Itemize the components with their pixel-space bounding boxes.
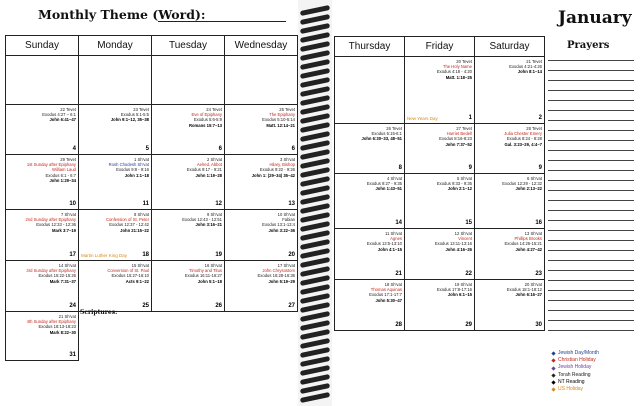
day-header-saturday: Saturday: [475, 37, 545, 57]
day-cell-content: [8, 314, 76, 358]
day-cell-content: [8, 263, 76, 309]
day-header-wednesday: Wednesday: [225, 36, 298, 56]
day-entry-line: 28 Tevet: [526, 126, 542, 131]
day-entry-line: Acts 9:1–22: [125, 278, 149, 284]
date-number: 18: [142, 252, 149, 258]
day-entry-line: John 6:41–47: [49, 117, 76, 123]
legend-label: Jewish Holiday: [558, 364, 592, 371]
day-entry-line: John 1:19–28: [195, 172, 222, 178]
day-cell-content: [407, 282, 472, 328]
day-cell[interactable]: [152, 56, 225, 105]
color-legend: [552, 350, 599, 393]
day-cell-content: [81, 212, 149, 258]
day-entry-line: John 21:15–22: [120, 227, 149, 233]
day-entry-line: William Laud: [52, 167, 76, 173]
day-cell[interactable]: [475, 57, 545, 124]
day-entry-line: Conversion of St. Paul: [107, 268, 149, 274]
day-entry-line: 12 Sh'vat: [454, 231, 472, 236]
day-entry-line: Mark 7:31–37: [49, 278, 76, 284]
day-entry-line: Exodus 15:22-15:26: [38, 273, 76, 279]
date-number: 9: [538, 165, 542, 171]
day-entry-line: Exodus 15:27-16:10: [111, 273, 149, 279]
day-entry-line: 3 Sh'vat: [280, 157, 295, 162]
date-number: 12: [215, 201, 222, 207]
day-entry-line: Exodus 5:15-6:1: [371, 131, 402, 137]
day-entry-line: John 2:1–12: [447, 186, 472, 192]
day-entry-line: 2 Sh'vat: [207, 157, 222, 162]
week-row: [6, 105, 298, 155]
date-number: 14: [395, 220, 402, 226]
prayer-line[interactable]: [548, 120, 634, 121]
legend-item: [552, 372, 599, 379]
day-cell-content: [227, 212, 295, 258]
day-cell[interactable]: [335, 174, 405, 229]
date-number: 28: [395, 322, 402, 328]
day-cell-content: [227, 157, 295, 207]
day-cell-content: [477, 126, 542, 171]
day-cell-content: [407, 231, 472, 277]
prayer-line[interactable]: [548, 330, 634, 331]
day-entry-line: 20 Tevet: [456, 59, 472, 64]
prayer-line[interactable]: [548, 240, 634, 241]
date-number: 5: [145, 146, 149, 152]
day-entry-line: Exodus 5:10-5:14: [262, 117, 295, 123]
day-entry-line: 15 Sh'vat: [131, 263, 149, 268]
scriptures-label: Scriptures:: [80, 309, 118, 316]
day-cell-content: [154, 212, 222, 258]
day-entry-line: John 3:16–21: [195, 222, 222, 228]
day-entry-line: Exodus 12:33 - 12:36: [36, 222, 76, 228]
day-entry-line: Exodus 9:27 - 9:35: [366, 181, 402, 187]
diamond-icon: [551, 380, 555, 384]
week-row: [335, 280, 545, 331]
date-number: 20: [288, 252, 295, 258]
date-number: 21: [395, 271, 402, 277]
day-entry-line: Exodus 6:1 - 6:7: [45, 172, 76, 178]
day-cell-content: [8, 58, 76, 102]
date-number: 4: [72, 146, 76, 152]
week-row: [6, 155, 298, 210]
us-holiday-label: New Years Day: [407, 116, 438, 121]
day-entry-line: Harriet Bedell: [446, 131, 472, 137]
prayer-line[interactable]: [548, 110, 634, 111]
prayer-line[interactable]: [548, 100, 634, 101]
day-entry-line: Thomas Aquinas: [370, 287, 402, 293]
date-number: 27: [288, 303, 295, 309]
prayer-line[interactable]: [548, 230, 634, 231]
day-cell-content: [227, 58, 295, 102]
week-row: [6, 312, 298, 361]
left-calendar-grid: [5, 35, 298, 361]
day-cell[interactable]: [405, 229, 475, 280]
day-cell-content: [8, 107, 76, 152]
legend-item: [552, 379, 599, 386]
day-cell-content: [154, 157, 222, 207]
day-entry-line: 4th Sunday after Epiphany: [26, 319, 76, 325]
day-cell-content: [337, 282, 402, 328]
theme-write-line[interactable]: [158, 21, 286, 22]
date-number: 16: [535, 220, 542, 226]
day-entry-line: Exodus 8:24 - 8:28: [506, 136, 542, 142]
date-number: 19: [215, 252, 222, 258]
day-entry-line: Gal. 3:23–29, 4:4–7: [504, 141, 542, 147]
day-cell[interactable]: [79, 155, 152, 210]
day-cell[interactable]: [152, 261, 225, 312]
day-cell-content: [477, 59, 542, 121]
day-cell[interactable]: [335, 124, 405, 174]
day-entry-line: The Epiphany: [269, 112, 295, 118]
date-number: 8: [398, 165, 402, 171]
day-entry-line: Julia Chester Emery: [504, 131, 542, 137]
day-cell-content: [154, 107, 222, 152]
day-entry-line: Exodus 9:17 - 9:21: [186, 167, 222, 173]
day-entry-line: 21 Sh'vat: [58, 314, 76, 319]
day-entry-line: 7 Sh'vat: [61, 212, 76, 217]
date-number: 29: [465, 322, 472, 328]
diamond-icon: [551, 373, 555, 377]
month-title: January: [558, 8, 632, 28]
day-cell[interactable]: [6, 56, 79, 105]
week-row: [6, 210, 298, 261]
week-row: [335, 57, 545, 124]
prayer-line[interactable]: [548, 170, 634, 171]
day-cell[interactable]: [335, 280, 405, 331]
day-entry-line: John 9:1–12, 35–38: [110, 117, 149, 123]
day-entry-line: Exodus 18:13-18:23: [38, 324, 76, 330]
date-number: 15: [465, 220, 472, 226]
day-entry-line: Timothy and Titus: [189, 268, 222, 274]
day-entry-line: John 1: (29–34) 35–42: [251, 172, 295, 178]
legend-item: [552, 386, 599, 393]
day-entry-line: Exodus 13:5-13:10: [366, 241, 402, 247]
day-cell[interactable]: [6, 312, 79, 361]
day-entry-line: Exodus 9:8 - 9:16: [116, 167, 149, 173]
day-cell[interactable]: [405, 174, 475, 229]
legend-item: [552, 357, 599, 364]
date-number: 22: [465, 271, 472, 277]
day-entry-line: Fabian: [282, 217, 295, 223]
day-entry-line: 22 Tevet: [60, 107, 76, 112]
day-entry-line: Exodus 4:21-4:26: [509, 64, 542, 70]
day-cell-content: [81, 263, 149, 309]
prayer-line[interactable]: [548, 150, 634, 151]
day-entry-line: 19 Sh'vat: [454, 282, 472, 287]
day-cell[interactable]: [475, 174, 545, 229]
date-number: 6: [291, 146, 295, 152]
date-number: 31: [69, 352, 76, 358]
day-entry-line: 24 Tevet: [206, 107, 222, 112]
day-cell[interactable]: [225, 105, 298, 155]
day-cell[interactable]: [475, 280, 545, 331]
prayers-label: Prayers: [567, 40, 610, 51]
day-cell[interactable]: [6, 155, 79, 210]
day-entry-line: 23 Tevet: [133, 107, 149, 112]
date-number: 10: [69, 201, 76, 207]
legend-label: Jewish Day/Month: [558, 350, 599, 356]
legend-label: NT Reading: [558, 378, 585, 385]
day-entry-line: Mark 8:22–30: [49, 329, 76, 335]
day-entry-line: 18 Sh'vat: [384, 282, 402, 287]
day-entry-line: John 7:37–52: [445, 141, 472, 147]
day-header-monday: Monday: [79, 36, 152, 56]
day-entry-line: Aelred, Abbot: [196, 162, 222, 168]
prayer-line[interactable]: [548, 60, 634, 61]
day-entry-line: Confession of St. Peter: [105, 217, 149, 223]
day-cell[interactable]: [225, 261, 298, 312]
day-entry-line: John 1:1–18: [124, 172, 149, 178]
day-entry-line: Exodus 4:18 - 4:20: [436, 69, 472, 75]
day-entry-line: 26 Tevet: [386, 126, 402, 131]
legend-label: US Holiday: [558, 386, 584, 393]
date-number: 1: [468, 115, 472, 121]
us-holiday-label: Martin Luther King Day: [81, 253, 128, 258]
day-entry-line: John 1:43–51: [375, 186, 402, 192]
week-row: [6, 261, 298, 312]
day-entry-line: John 8:1–14: [517, 69, 542, 75]
legend-item: [552, 350, 599, 357]
day-entry-line: Exodus 5:1-5:5: [120, 112, 149, 118]
prayer-line[interactable]: [548, 290, 634, 291]
day-cell-content: [337, 59, 402, 121]
day-entry-line: John 1:29–34: [49, 177, 76, 183]
day-cell[interactable]: [405, 280, 475, 331]
day-cell-content: [81, 58, 149, 102]
day-cell[interactable]: [335, 229, 405, 280]
day-header-thursday: Thursday: [335, 37, 405, 57]
monthly-theme-label: Monthly Theme (Word):: [38, 7, 206, 22]
day-entry-line: John 3:22–36: [268, 227, 295, 233]
day-entry-line: 2nd Sunday after Epiphany: [25, 217, 76, 223]
prayer-line[interactable]: [548, 200, 634, 201]
diamond-icon: [551, 387, 555, 391]
day-cell[interactable]: [225, 210, 298, 261]
day-entry-line: Exodus 13:11-13:16: [434, 241, 472, 247]
day-entry-line: 21 Tevet: [526, 59, 542, 64]
date-number: 6: [218, 146, 222, 152]
day-entry-line: 27 Tevet: [456, 126, 472, 131]
day-cell[interactable]: [79, 105, 152, 155]
week-row: [335, 174, 545, 229]
spiral-binding: [300, 8, 330, 403]
scriptures-area[interactable]: [79, 312, 298, 361]
legend-label: Christian Holiday: [558, 357, 596, 364]
day-entry-line: Exodus 18:1-18:12: [506, 287, 542, 293]
day-entry-line: 9 Sh'vat: [207, 212, 222, 217]
day-cell[interactable]: [152, 155, 225, 210]
day-cell-content: [81, 157, 149, 207]
day-entry-line: Mark 3:7–19: [52, 227, 76, 233]
day-entry-line: Exodus 17:1-17:7: [369, 292, 402, 298]
day-header-friday: Friday: [405, 37, 475, 57]
day-entry-line: John 6:1–15: [447, 292, 472, 298]
day-entry-line: Exodus 14:26-15:21: [504, 241, 542, 247]
day-entry-line: Exodus 12:43 - 12:51: [182, 217, 222, 223]
day-cell[interactable]: [79, 210, 152, 261]
prayer-line[interactable]: [548, 90, 634, 91]
day-entry-line: John 4:27–42: [515, 246, 542, 252]
prayer-line[interactable]: [548, 180, 634, 181]
day-cell-content: [407, 59, 472, 121]
day-entry-line: The Holy Name: [442, 64, 472, 70]
prayer-line[interactable]: [548, 210, 634, 211]
day-entry-line: 17 Sh'vat: [277, 263, 295, 268]
day-cell[interactable]: [335, 57, 405, 124]
day-entry-line: Matt. 1:18–25: [445, 74, 472, 80]
day-cell-content: [477, 231, 542, 277]
legend-label: Torah Reading: [558, 371, 591, 378]
day-entry-line: 11 Sh'vat: [384, 231, 402, 236]
day-cell-content: [154, 58, 222, 102]
prayer-line[interactable]: [548, 310, 634, 311]
prayer-line[interactable]: [548, 280, 634, 281]
day-entry-line: Exodus 4:27 – 6:1: [42, 112, 76, 118]
date-number: 25: [142, 303, 149, 309]
day-cell-content: [477, 176, 542, 226]
day-entry-line: 6 Sh'vat: [527, 176, 542, 181]
prayer-line[interactable]: [548, 130, 634, 131]
day-entry-line: John 6:30–33, 48–51: [361, 136, 402, 142]
day-cell-content: [227, 107, 295, 152]
day-entry-line: Exodus 12:37 - 12:42: [109, 222, 149, 228]
day-header-tuesday: Tuesday: [152, 36, 225, 56]
day-cell[interactable]: [152, 105, 225, 155]
day-entry-line: 3rd Sunday after Epiphany: [26, 268, 76, 274]
day-entry-line: Agnes: [390, 236, 402, 242]
day-entry-line: 8 Sh'vat: [134, 212, 149, 217]
date-number: 2: [538, 115, 542, 121]
day-entry-line: 5 Sh'vat: [457, 176, 472, 181]
day-cell-content: [407, 126, 472, 171]
week-row: [335, 124, 545, 174]
date-number: 13: [288, 201, 295, 207]
day-entry-line: 29 Tevet: [60, 157, 76, 162]
day-entry-line: Exodus 16:11-16:27: [184, 273, 222, 279]
day-entry-line: Hilary, Bishop: [269, 162, 295, 168]
day-cell-content: [8, 212, 76, 258]
day-cell-content: [337, 126, 402, 171]
day-cell[interactable]: [6, 261, 79, 312]
diamond-icon: [551, 351, 555, 355]
day-entry-line: John 5:30–47: [375, 297, 402, 303]
day-cell-content: [337, 231, 402, 277]
day-entry-line: Exodus 12:29 - 12:32: [502, 181, 542, 187]
week-row: [335, 229, 545, 280]
right-calendar-grid: [334, 36, 545, 331]
day-entry-line: Exodus 13:1-13:4: [262, 222, 295, 228]
day-cell-content: [407, 176, 472, 226]
day-entry-line: Exodus 8:16-8:23: [439, 136, 472, 142]
day-cell-content: [81, 107, 149, 152]
day-entry-line: 13 Sh'vat: [524, 231, 542, 236]
day-entry-line: Exodus 16:28-16:36: [257, 273, 295, 279]
day-entry-line: Exodus 17:8-17:16: [436, 287, 472, 293]
day-entry-line: John 4:1–15: [377, 246, 402, 252]
day-entry-line: Matt. 12:14–21: [266, 122, 295, 128]
day-cell-content: [8, 157, 76, 207]
day-entry-line: Exodus 9:22 - 9:26: [259, 167, 295, 173]
prayer-line[interactable]: [548, 160, 634, 161]
day-entry-line: Eve of Epiphany: [191, 112, 222, 118]
date-number: 17: [69, 252, 76, 258]
day-entry-line: 1 Sh'vat: [134, 157, 149, 162]
day-entry-line: Vincent: [458, 236, 472, 242]
day-entry-line: John Chrysostom: [262, 268, 295, 274]
prayer-line[interactable]: [548, 140, 634, 141]
day-entry-line: John 2:13–22: [515, 186, 542, 192]
prayer-line[interactable]: [548, 260, 634, 261]
day-entry-line: 1st Sunday after Epiphany: [26, 162, 76, 168]
day-cell[interactable]: [6, 210, 79, 261]
day-cell-content: [227, 263, 295, 309]
day-entry-line: 20 Sh'vat: [524, 282, 542, 287]
day-entry-line: Exodus 5:6-5:9: [193, 117, 222, 123]
day-entry-line: 14 Sh'vat: [58, 263, 76, 268]
date-number: 9: [468, 165, 472, 171]
day-entry-line: Phillips Brooks: [514, 236, 542, 242]
day-cell[interactable]: [225, 155, 298, 210]
day-cell-content: [154, 263, 222, 309]
date-number: 11: [142, 201, 149, 207]
day-entry-line: John 5:1–18: [197, 278, 222, 284]
day-cell[interactable]: [405, 57, 475, 124]
diamond-icon: [551, 359, 555, 363]
legend-item: [552, 364, 599, 371]
day-cell[interactable]: [405, 124, 475, 174]
prayer-line[interactable]: [548, 70, 634, 71]
day-entry-line: John 5:19–29: [268, 278, 295, 284]
day-cell-content: [337, 176, 402, 226]
day-cell[interactable]: [152, 210, 225, 261]
date-number: 24: [69, 303, 76, 309]
day-cell[interactable]: [6, 105, 79, 155]
spiral-coil: [300, 392, 330, 403]
day-entry-line: 4 Sh'vat: [387, 176, 402, 181]
day-entry-line: Romans 15:7–13: [188, 122, 222, 128]
prayer-line[interactable]: [548, 270, 634, 271]
prayer-line[interactable]: [548, 250, 634, 251]
week-row: [6, 56, 298, 105]
prayer-line[interactable]: [548, 320, 634, 321]
date-number: 30: [535, 322, 542, 328]
day-entry-line: Exodus 9:33 - 9:35: [436, 181, 472, 187]
date-number: 23: [535, 271, 542, 277]
prayer-line[interactable]: [548, 190, 634, 191]
day-entry-line: John 4:16–26: [445, 246, 472, 252]
day-entry-line: John 6:16–27: [515, 292, 542, 298]
day-cell[interactable]: [475, 229, 545, 280]
day-cell[interactable]: [79, 56, 152, 105]
day-entry-line: 16 Sh'vat: [204, 263, 222, 268]
day-cell[interactable]: [475, 124, 545, 174]
day-header-sunday: Sunday: [6, 36, 79, 56]
diamond-icon: [551, 366, 555, 370]
day-entry-line: 10 Sh'vat: [277, 212, 295, 217]
day-cell-content: [477, 282, 542, 328]
day-entry-line: Rosh Chodesh Sh'vat: [108, 162, 149, 168]
day-cell[interactable]: [79, 261, 152, 312]
date-number: 26: [215, 303, 222, 309]
prayer-line[interactable]: [548, 300, 634, 301]
prayer-line[interactable]: [548, 220, 634, 221]
day-cell[interactable]: [225, 56, 298, 105]
prayer-line[interactable]: [548, 80, 634, 81]
day-entry-line: 25 Tevet: [279, 107, 295, 112]
